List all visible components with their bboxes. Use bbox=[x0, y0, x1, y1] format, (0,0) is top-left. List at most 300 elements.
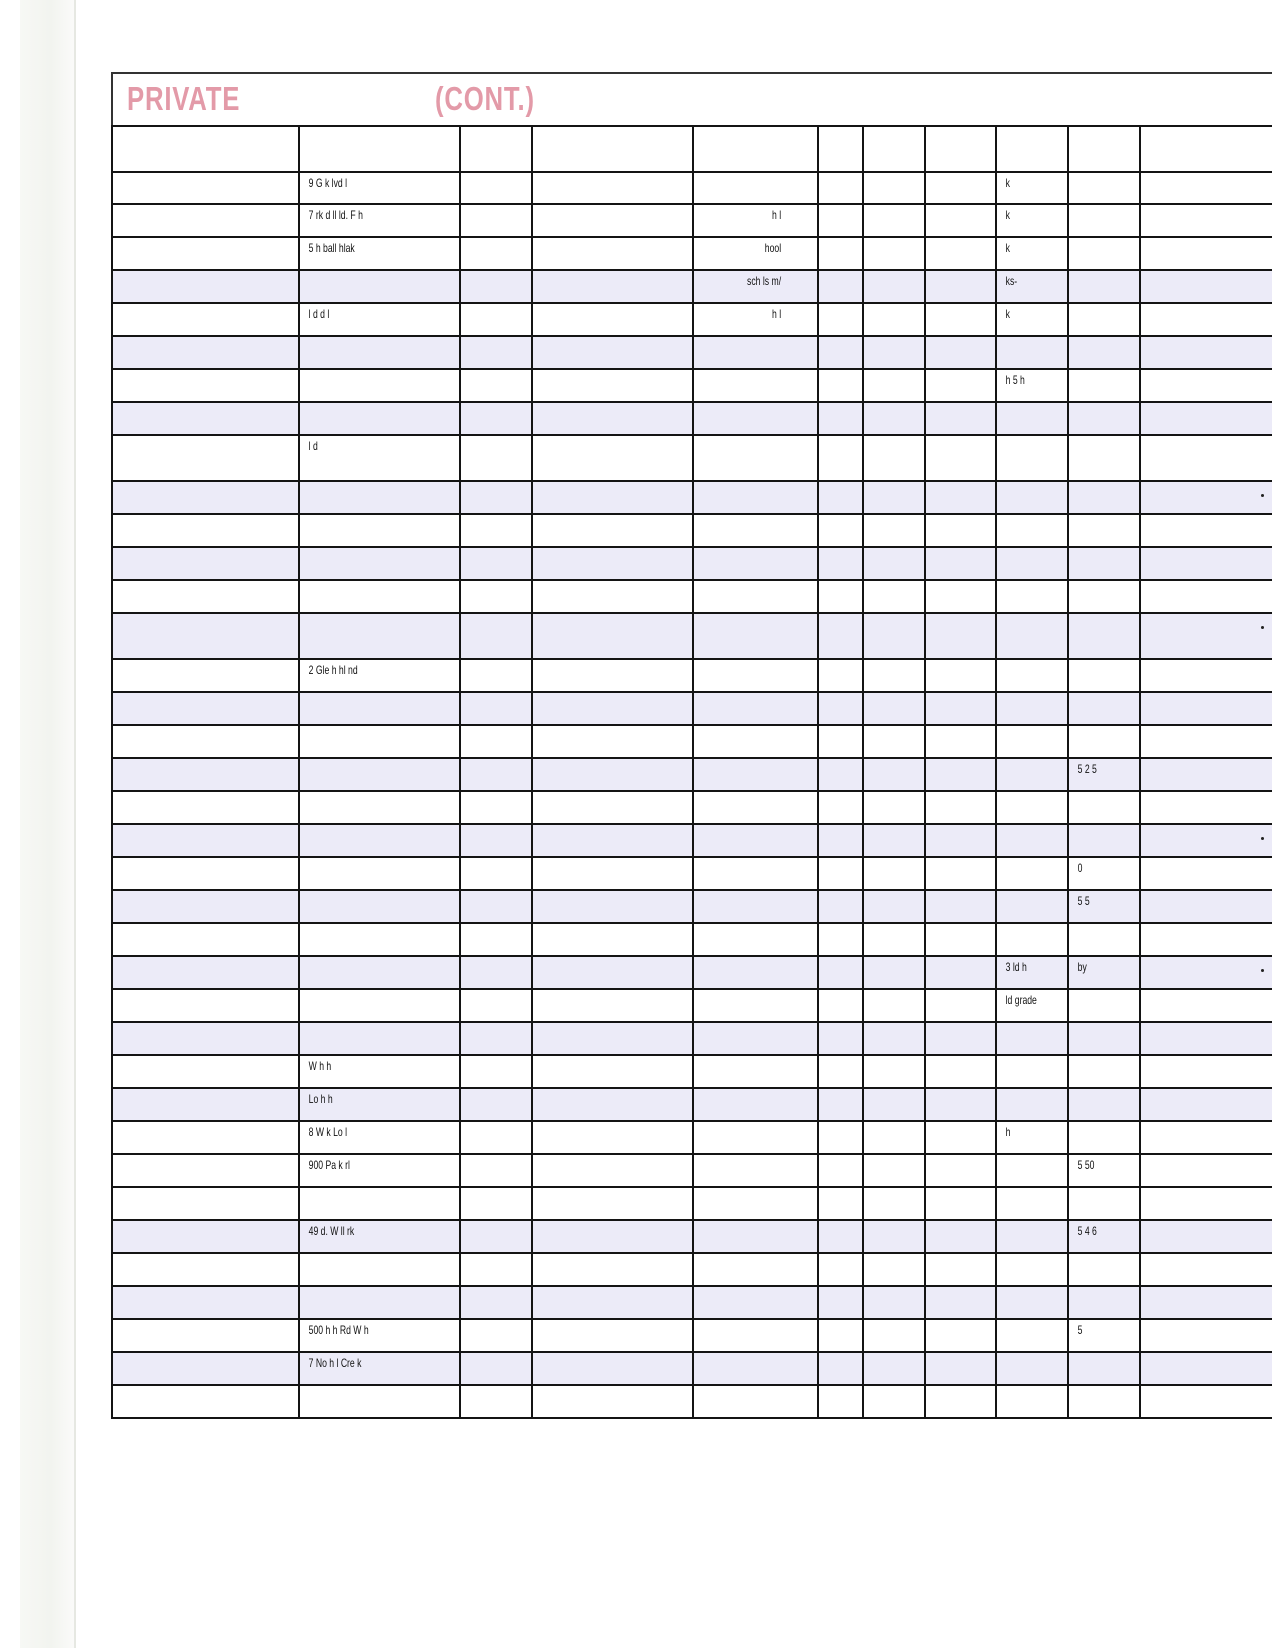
cell-text: 8 W k Lo l bbox=[308, 1125, 348, 1139]
cell-text: ks- bbox=[1005, 274, 1018, 288]
table-row bbox=[112, 1253, 1272, 1286]
table-cell bbox=[996, 303, 1068, 336]
header-cell bbox=[693, 126, 818, 172]
table-cell bbox=[818, 890, 863, 923]
table-row bbox=[112, 1286, 1272, 1319]
table-row bbox=[112, 1022, 1272, 1055]
table-cell bbox=[925, 725, 996, 758]
table-cell bbox=[299, 1121, 460, 1154]
table-cell bbox=[532, 402, 693, 435]
table-cell bbox=[1068, 369, 1140, 402]
table-cell bbox=[818, 237, 863, 270]
table-cell bbox=[863, 1319, 925, 1352]
table-cell bbox=[1068, 204, 1140, 237]
data-table bbox=[111, 125, 1272, 1419]
table-cell bbox=[112, 514, 299, 547]
table-cell bbox=[112, 1385, 299, 1418]
table-cell bbox=[863, 890, 925, 923]
table-cell bbox=[996, 1187, 1068, 1220]
table-cell bbox=[863, 659, 925, 692]
table-cell bbox=[863, 303, 925, 336]
table-cell bbox=[460, 659, 532, 692]
table-cell bbox=[693, 481, 818, 514]
table-cell bbox=[818, 989, 863, 1022]
table-cell bbox=[693, 1220, 818, 1253]
table-cell bbox=[112, 613, 299, 659]
table-cell bbox=[693, 1385, 818, 1418]
table-cell bbox=[299, 580, 460, 613]
table-cell bbox=[693, 890, 818, 923]
cell-text: k bbox=[1005, 176, 1010, 190]
table-cell bbox=[460, 580, 532, 613]
table-cell bbox=[532, 923, 693, 956]
table-cell bbox=[925, 1121, 996, 1154]
table-cell bbox=[1140, 824, 1272, 857]
table-cell bbox=[460, 824, 532, 857]
table-cell bbox=[996, 989, 1068, 1022]
table-cell bbox=[112, 1286, 299, 1319]
table-cell bbox=[299, 989, 460, 1022]
table-cell bbox=[863, 1253, 925, 1286]
table-cell bbox=[925, 613, 996, 659]
table-cell bbox=[1068, 692, 1140, 725]
table-cell bbox=[532, 204, 693, 237]
table-cell bbox=[818, 1088, 863, 1121]
header-cell bbox=[532, 126, 693, 172]
table-cell bbox=[1140, 1220, 1272, 1253]
cell-text: 5 50 bbox=[1077, 1158, 1095, 1172]
table-cell bbox=[693, 1352, 818, 1385]
table-cell bbox=[996, 481, 1068, 514]
table-cell bbox=[460, 725, 532, 758]
table-row bbox=[112, 270, 1272, 303]
table-cell bbox=[863, 1055, 925, 1088]
table-cell bbox=[112, 725, 299, 758]
table-row bbox=[112, 1187, 1272, 1220]
cell-text: Lo h h bbox=[308, 1092, 333, 1106]
table-cell bbox=[925, 1253, 996, 1286]
table-cell bbox=[112, 204, 299, 237]
table-cell bbox=[1140, 1319, 1272, 1352]
table-cell bbox=[1068, 1022, 1140, 1055]
table-row bbox=[112, 857, 1272, 890]
table-cell bbox=[1068, 435, 1140, 481]
table-cell bbox=[299, 1319, 460, 1352]
table-cell bbox=[1140, 1088, 1272, 1121]
table-cell bbox=[460, 1220, 532, 1253]
table-cell bbox=[299, 1154, 460, 1187]
table-cell bbox=[112, 481, 299, 514]
table-cell bbox=[863, 435, 925, 481]
table-cell bbox=[925, 1022, 996, 1055]
table-cell bbox=[532, 956, 693, 989]
table-cell bbox=[863, 725, 925, 758]
cell-text: h bbox=[1005, 1125, 1011, 1139]
table-cell bbox=[863, 1352, 925, 1385]
table-cell bbox=[532, 1055, 693, 1088]
table-cell bbox=[112, 402, 299, 435]
table-cell bbox=[1140, 659, 1272, 692]
table-cell bbox=[1140, 1121, 1272, 1154]
table-cell bbox=[1140, 613, 1272, 659]
table-row bbox=[112, 435, 1272, 481]
table-cell bbox=[460, 1253, 532, 1286]
table-cell bbox=[460, 1187, 532, 1220]
table-cell bbox=[996, 1253, 1068, 1286]
form-header bbox=[111, 72, 1272, 125]
table-cell bbox=[299, 659, 460, 692]
table-cell bbox=[925, 303, 996, 336]
table-cell bbox=[818, 547, 863, 580]
table-cell bbox=[996, 237, 1068, 270]
table-cell bbox=[299, 725, 460, 758]
table-cell bbox=[863, 237, 925, 270]
table-cell bbox=[1068, 725, 1140, 758]
table-cell bbox=[1068, 1319, 1140, 1352]
table-cell bbox=[1068, 923, 1140, 956]
table-cell bbox=[1068, 402, 1140, 435]
table-cell bbox=[299, 435, 460, 481]
table-cell bbox=[1068, 1352, 1140, 1385]
table-row bbox=[112, 369, 1272, 402]
table-cell bbox=[460, 303, 532, 336]
table-cell bbox=[1140, 1286, 1272, 1319]
table-cell bbox=[1068, 791, 1140, 824]
table-cell bbox=[460, 1088, 532, 1121]
table-cell bbox=[532, 1319, 693, 1352]
table-cell bbox=[460, 1055, 532, 1088]
table-cell bbox=[863, 172, 925, 204]
table-cell bbox=[693, 692, 818, 725]
table-row bbox=[112, 923, 1272, 956]
table-cell bbox=[112, 580, 299, 613]
table-cell bbox=[818, 824, 863, 857]
table-cell bbox=[460, 435, 532, 481]
table-cell bbox=[532, 1352, 693, 1385]
table-cell bbox=[818, 481, 863, 514]
table-row bbox=[112, 1121, 1272, 1154]
table-cell bbox=[1068, 303, 1140, 336]
table-cell bbox=[299, 204, 460, 237]
table-cell bbox=[1140, 303, 1272, 336]
table-cell bbox=[460, 1121, 532, 1154]
table-cell bbox=[532, 989, 693, 1022]
table-cell bbox=[1068, 237, 1140, 270]
table-cell bbox=[1068, 857, 1140, 890]
table-cell bbox=[460, 890, 532, 923]
table-cell bbox=[460, 1352, 532, 1385]
header-cell bbox=[996, 126, 1068, 172]
cell-text: l d bbox=[308, 439, 318, 453]
table-cell bbox=[818, 270, 863, 303]
table-cell bbox=[1068, 758, 1140, 791]
table-row bbox=[112, 514, 1272, 547]
table-cell bbox=[693, 514, 818, 547]
table-cell bbox=[863, 1385, 925, 1418]
table-cell bbox=[996, 1385, 1068, 1418]
table-cell bbox=[996, 270, 1068, 303]
table-row bbox=[112, 1088, 1272, 1121]
table-cell bbox=[299, 172, 460, 204]
table-cell bbox=[818, 1187, 863, 1220]
table-cell bbox=[299, 369, 460, 402]
table-row bbox=[112, 547, 1272, 580]
table-cell bbox=[925, 890, 996, 923]
table-cell bbox=[818, 923, 863, 956]
table-cell bbox=[996, 172, 1068, 204]
table-cell bbox=[996, 857, 1068, 890]
table-cell bbox=[299, 613, 460, 659]
table-cell bbox=[460, 336, 532, 369]
table-cell bbox=[1068, 172, 1140, 204]
cell-text: hool bbox=[764, 241, 782, 255]
table-cell bbox=[1068, 1187, 1140, 1220]
table-cell bbox=[863, 1220, 925, 1253]
form-sheet bbox=[111, 72, 1272, 1534]
table-cell bbox=[112, 1088, 299, 1121]
table-cell bbox=[996, 692, 1068, 725]
table-cell bbox=[1068, 481, 1140, 514]
table-row bbox=[112, 989, 1272, 1022]
cell-text: 9 G k lvd l bbox=[308, 176, 348, 190]
table-cell bbox=[925, 1088, 996, 1121]
table-cell bbox=[112, 435, 299, 481]
table-cell bbox=[818, 1220, 863, 1253]
table-cell bbox=[818, 1022, 863, 1055]
table-cell bbox=[299, 956, 460, 989]
table-cell bbox=[299, 692, 460, 725]
table-cell bbox=[112, 547, 299, 580]
table-cell bbox=[299, 1286, 460, 1319]
table-cell bbox=[112, 369, 299, 402]
table-cell bbox=[863, 369, 925, 402]
table-cell bbox=[299, 1253, 460, 1286]
table-cell bbox=[532, 481, 693, 514]
table-row bbox=[112, 1055, 1272, 1088]
table-cell bbox=[693, 1055, 818, 1088]
table-cell bbox=[112, 336, 299, 369]
table-cell bbox=[299, 1187, 460, 1220]
table-cell bbox=[299, 303, 460, 336]
table-cell bbox=[1068, 1121, 1140, 1154]
table-cell bbox=[299, 1055, 460, 1088]
mark-dot bbox=[1261, 626, 1264, 629]
table-cell bbox=[863, 1154, 925, 1187]
table-cell bbox=[1140, 758, 1272, 791]
table-cell bbox=[532, 1121, 693, 1154]
table-cell bbox=[996, 956, 1068, 989]
table-row bbox=[112, 791, 1272, 824]
table-cell bbox=[532, 613, 693, 659]
table-cell bbox=[299, 1220, 460, 1253]
table-cell bbox=[863, 791, 925, 824]
table-cell bbox=[460, 237, 532, 270]
table-cell bbox=[112, 1022, 299, 1055]
table-cell bbox=[693, 1253, 818, 1286]
table-cell bbox=[693, 336, 818, 369]
table-cell bbox=[863, 1121, 925, 1154]
table-cell bbox=[112, 989, 299, 1022]
table-cell bbox=[460, 402, 532, 435]
table-cell bbox=[1068, 1154, 1140, 1187]
table-cell bbox=[1068, 956, 1140, 989]
table-cell bbox=[925, 923, 996, 956]
table-cell bbox=[532, 580, 693, 613]
table-cell bbox=[863, 857, 925, 890]
table-cell bbox=[1140, 270, 1272, 303]
table-cell bbox=[925, 956, 996, 989]
table-cell bbox=[818, 172, 863, 204]
table-cell bbox=[532, 725, 693, 758]
table-cell bbox=[460, 758, 532, 791]
table-cell bbox=[818, 402, 863, 435]
table-cell bbox=[925, 237, 996, 270]
table-cell bbox=[925, 1319, 996, 1352]
table-cell bbox=[1140, 1253, 1272, 1286]
table-cell bbox=[925, 514, 996, 547]
table-cell bbox=[112, 758, 299, 791]
table-cell bbox=[996, 1055, 1068, 1088]
table-row bbox=[112, 692, 1272, 725]
table-cell bbox=[532, 1187, 693, 1220]
table-cell bbox=[1068, 547, 1140, 580]
table-cell bbox=[996, 369, 1068, 402]
table-row bbox=[112, 725, 1272, 758]
table-cell bbox=[818, 1121, 863, 1154]
table-cell bbox=[863, 923, 925, 956]
table-cell bbox=[532, 791, 693, 824]
table-cell bbox=[1140, 172, 1272, 204]
table-cell bbox=[1068, 613, 1140, 659]
table-cell bbox=[112, 659, 299, 692]
table-row bbox=[112, 1220, 1272, 1253]
cell-text: 2 Gle h hl nd bbox=[308, 663, 358, 677]
table-cell bbox=[460, 692, 532, 725]
table-row bbox=[112, 303, 1272, 336]
table-cell bbox=[460, 1286, 532, 1319]
cell-text: sch ls m/ bbox=[747, 274, 782, 288]
table-cell bbox=[863, 989, 925, 1022]
table-cell bbox=[996, 547, 1068, 580]
table-row bbox=[112, 172, 1272, 204]
table-cell bbox=[693, 580, 818, 613]
table-row bbox=[112, 1319, 1272, 1352]
table-cell bbox=[112, 1319, 299, 1352]
table-cell bbox=[693, 303, 818, 336]
table-cell bbox=[460, 1385, 532, 1418]
table-row bbox=[112, 481, 1272, 514]
table-cell bbox=[1068, 1055, 1140, 1088]
mark-dot bbox=[1261, 837, 1264, 840]
cell-text: 7 No h l Cre k bbox=[308, 1356, 362, 1370]
table-cell bbox=[299, 237, 460, 270]
table-cell bbox=[996, 1121, 1068, 1154]
table-cell bbox=[112, 956, 299, 989]
mark-dot bbox=[1261, 494, 1264, 497]
table-cell bbox=[532, 514, 693, 547]
table-cell bbox=[925, 270, 996, 303]
table-cell bbox=[863, 956, 925, 989]
header-cell bbox=[112, 126, 299, 172]
table-cell bbox=[818, 435, 863, 481]
table-cell bbox=[996, 890, 1068, 923]
table-cell bbox=[460, 989, 532, 1022]
table-cell bbox=[1068, 890, 1140, 923]
cell-text: 7 rk d ll ld. F h bbox=[308, 208, 363, 222]
table-cell bbox=[112, 1352, 299, 1385]
table-cell bbox=[532, 692, 693, 725]
table-cell bbox=[693, 1088, 818, 1121]
cell-text: 5 2 5 bbox=[1077, 762, 1097, 776]
table-cell bbox=[818, 303, 863, 336]
table-row bbox=[112, 1352, 1272, 1385]
table-cell bbox=[863, 1022, 925, 1055]
table-body bbox=[112, 126, 1272, 1418]
table-cell bbox=[299, 791, 460, 824]
table-cell bbox=[863, 270, 925, 303]
table-cell bbox=[112, 857, 299, 890]
table-cell bbox=[693, 1187, 818, 1220]
table-cell bbox=[1068, 1220, 1140, 1253]
table-cell bbox=[693, 435, 818, 481]
table-cell bbox=[532, 758, 693, 791]
table-cell bbox=[996, 791, 1068, 824]
table-cell bbox=[818, 369, 863, 402]
table-header-row bbox=[112, 126, 1272, 172]
table-cell bbox=[299, 1088, 460, 1121]
table-cell bbox=[863, 1088, 925, 1121]
table-cell bbox=[112, 824, 299, 857]
table-cell bbox=[693, 857, 818, 890]
table-row bbox=[112, 824, 1272, 857]
table-cell bbox=[818, 613, 863, 659]
table-cell bbox=[1068, 1253, 1140, 1286]
table-cell bbox=[863, 1187, 925, 1220]
table-cell bbox=[818, 1286, 863, 1319]
table-cell bbox=[925, 1220, 996, 1253]
table-cell bbox=[1068, 659, 1140, 692]
cell-text: 49 d. W ll rk bbox=[308, 1224, 355, 1238]
table-cell bbox=[925, 1187, 996, 1220]
table-cell bbox=[460, 514, 532, 547]
table-cell bbox=[1068, 270, 1140, 303]
table-cell bbox=[1068, 1088, 1140, 1121]
table-cell bbox=[818, 514, 863, 547]
table-cell bbox=[996, 204, 1068, 237]
table-row bbox=[112, 237, 1272, 270]
table-cell bbox=[1068, 824, 1140, 857]
header-cell bbox=[1140, 126, 1272, 172]
table-cell bbox=[996, 758, 1068, 791]
table-cell bbox=[1068, 336, 1140, 369]
table-cell bbox=[1140, 1154, 1272, 1187]
table-cell bbox=[1140, 1385, 1272, 1418]
table-cell bbox=[693, 659, 818, 692]
table-cell bbox=[818, 956, 863, 989]
table-cell bbox=[1140, 791, 1272, 824]
table-cell bbox=[693, 172, 818, 204]
table-cell bbox=[1140, 890, 1272, 923]
table-cell bbox=[299, 1352, 460, 1385]
table-cell bbox=[460, 204, 532, 237]
table-cell bbox=[460, 1319, 532, 1352]
table-cell bbox=[693, 923, 818, 956]
table-cell bbox=[996, 725, 1068, 758]
table-cell bbox=[996, 402, 1068, 435]
cell-text: h l bbox=[771, 307, 782, 321]
table-cell bbox=[1140, 1187, 1272, 1220]
table-cell bbox=[925, 336, 996, 369]
